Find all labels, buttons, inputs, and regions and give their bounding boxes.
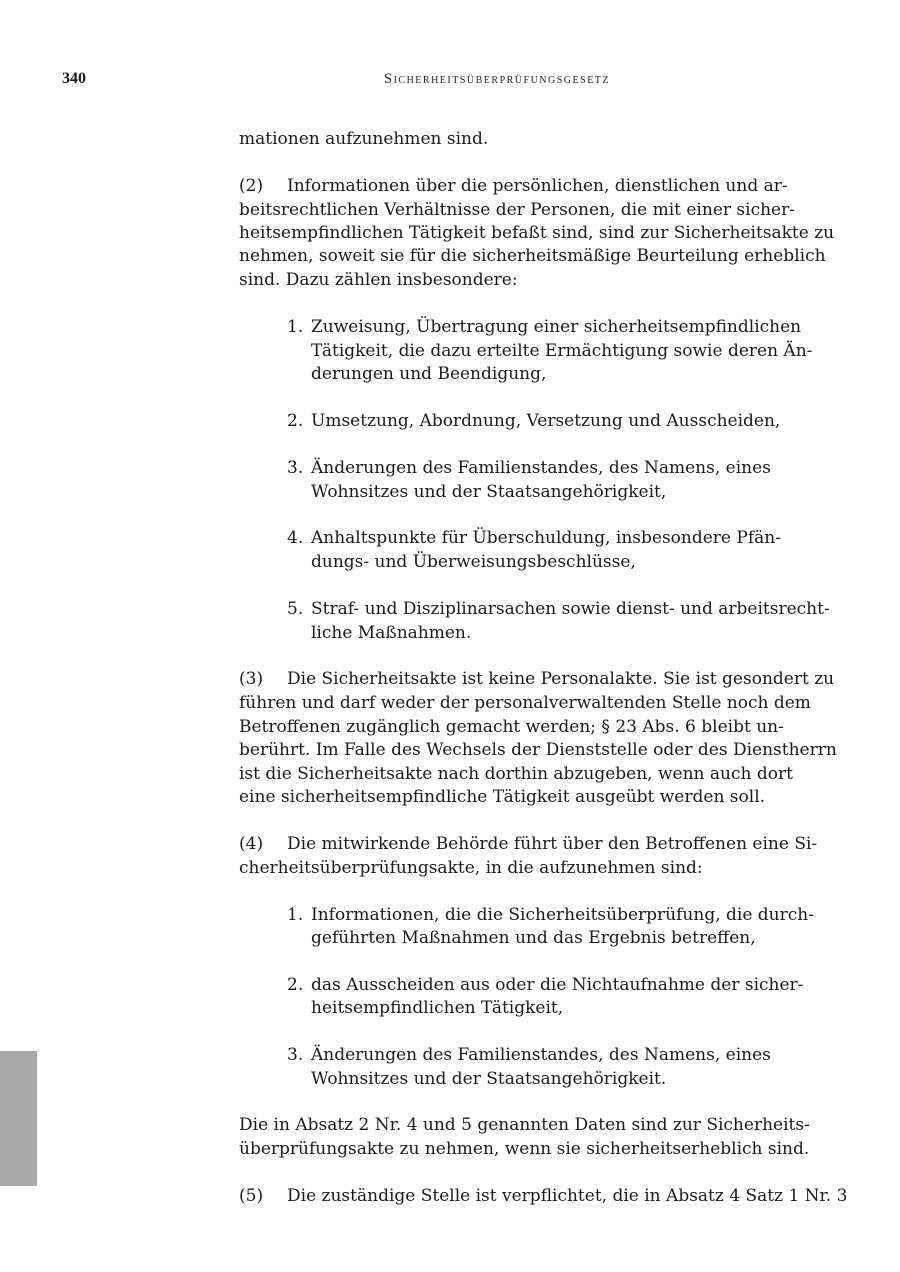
page-number: 340: [62, 70, 86, 87]
paragraph-number: (5): [239, 1186, 264, 1206]
list-item-line: derungen und Beendigung,: [311, 364, 547, 384]
chapter-thumb-tab: [0, 1051, 37, 1186]
paragraph-line: führen und darf weder der personalverwaltenden Stelle noch dem: [239, 693, 811, 713]
list-item-line: Änderungen des Familienstandes, des Namens, eines: [311, 1045, 771, 1065]
paragraph-line: Die Sicherheitsakte ist keine Personalakte. Sie ist gesondert zu: [287, 669, 835, 689]
list-item-line: Informationen, die die Sicherheitsüberprüfung, die durch-: [311, 905, 814, 925]
list-item-line: geführten Maßnahmen und das Ergebnis betreffen,: [311, 928, 756, 948]
list-item-number: 1.: [287, 905, 304, 925]
paragraph-line: Die zuständige Stelle ist verpflichtet, die in Absatz 4 Satz 1 Nr. 3: [287, 1186, 848, 1206]
paragraph-line: ist die Sicherheitsakte nach dorthin abzugeben, wenn auch dort: [239, 764, 793, 784]
paragraph-line: überprüfungsakte zu nehmen, wenn sie sicherheitserheblich sind.: [239, 1139, 810, 1159]
paragraph-number: (4): [239, 834, 264, 854]
paragraph-number: (3): [239, 669, 264, 689]
paragraph-line: Informationen über die persönlichen, dienstlichen und ar-: [287, 176, 788, 196]
paragraph-line: nehmen, soweit sie für die sicherheitsmäßige Beurteilung erheblich: [239, 246, 826, 266]
list-item-number: 5.: [287, 599, 304, 619]
running-title: Sicherheitsüberprüfungsgesetz: [384, 71, 611, 87]
list-item-line: dungs- und Überweisungsbeschlüsse,: [311, 552, 636, 572]
paragraph-line: Betroffenen zugänglich gemacht werden; § 23 Abs. 6 bleibt un-: [239, 717, 784, 737]
list-item-line: Anhaltspunkte für Überschuldung, insbesondere Pfän-: [311, 528, 781, 548]
paragraph-line: eine sicherheitsempfindliche Tätigkeit ausgeübt werden soll.: [239, 787, 766, 807]
paragraph-line: beitsrechtlichen Verhältnisse der Personen, die mit einer sicher-: [239, 200, 795, 220]
paragraph-line: cherheitsüberprüfungsakte, in die aufzunehmen sind:: [239, 858, 703, 878]
list-item-number: 3.: [287, 1045, 304, 1065]
list-item-number: 2.: [287, 975, 304, 995]
list-item-line: Umsetzung, Abordnung, Versetzung und Ausscheiden,: [311, 411, 781, 431]
list-item-line: heitsempfindlichen Tätigkeit,: [311, 998, 564, 1018]
list-item-line: liche Maßnahmen.: [311, 623, 472, 643]
list-item-number: 4.: [287, 528, 304, 548]
list-item-line: Wohnsitzes und der Staatsangehörigkeit,: [311, 482, 667, 502]
paragraph-line: sind. Dazu zählen insbesondere:: [239, 270, 518, 290]
lead-line: mationen aufzunehmen sind.: [239, 129, 489, 149]
paragraph-line: Die mitwirkende Behörde führt über den Betroffenen eine Si-: [287, 834, 818, 854]
list-item-line: Änderungen des Familienstandes, des Namens, eines: [311, 458, 771, 478]
list-item-number: 2.: [287, 411, 304, 431]
paragraph-line: berührt. Im Falle des Wechsels der Dienststelle oder des Dienstherrn: [239, 740, 837, 760]
paragraph-number: (2): [239, 176, 264, 196]
list-item-line: Straf- und Disziplinarsachen sowie dienst- und arbeitsrecht-: [311, 599, 830, 619]
list-item-line: das Ausscheiden aus oder die Nichtaufnahme der sicher-: [311, 975, 804, 995]
list-item-line: Wohnsitzes und der Staatsangehörigkeit.: [311, 1069, 667, 1089]
list-item-number: 1.: [287, 317, 304, 337]
list-item-number: 3.: [287, 458, 304, 478]
paragraph-line: Die in Absatz 2 Nr. 4 und 5 genannten Daten sind zur Sicherheits-: [239, 1115, 810, 1135]
list-item-line: Zuweisung, Übertragung einer sicherheitsempfindlichen: [311, 317, 802, 337]
paragraph-line: heitsempfindlichen Tätigkeit befaßt sind, sind zur Sicherheitsakte zu: [239, 223, 835, 243]
list-item-line: Tätigkeit, die dazu erteilte Ermächtigung sowie deren Än-: [311, 341, 813, 361]
